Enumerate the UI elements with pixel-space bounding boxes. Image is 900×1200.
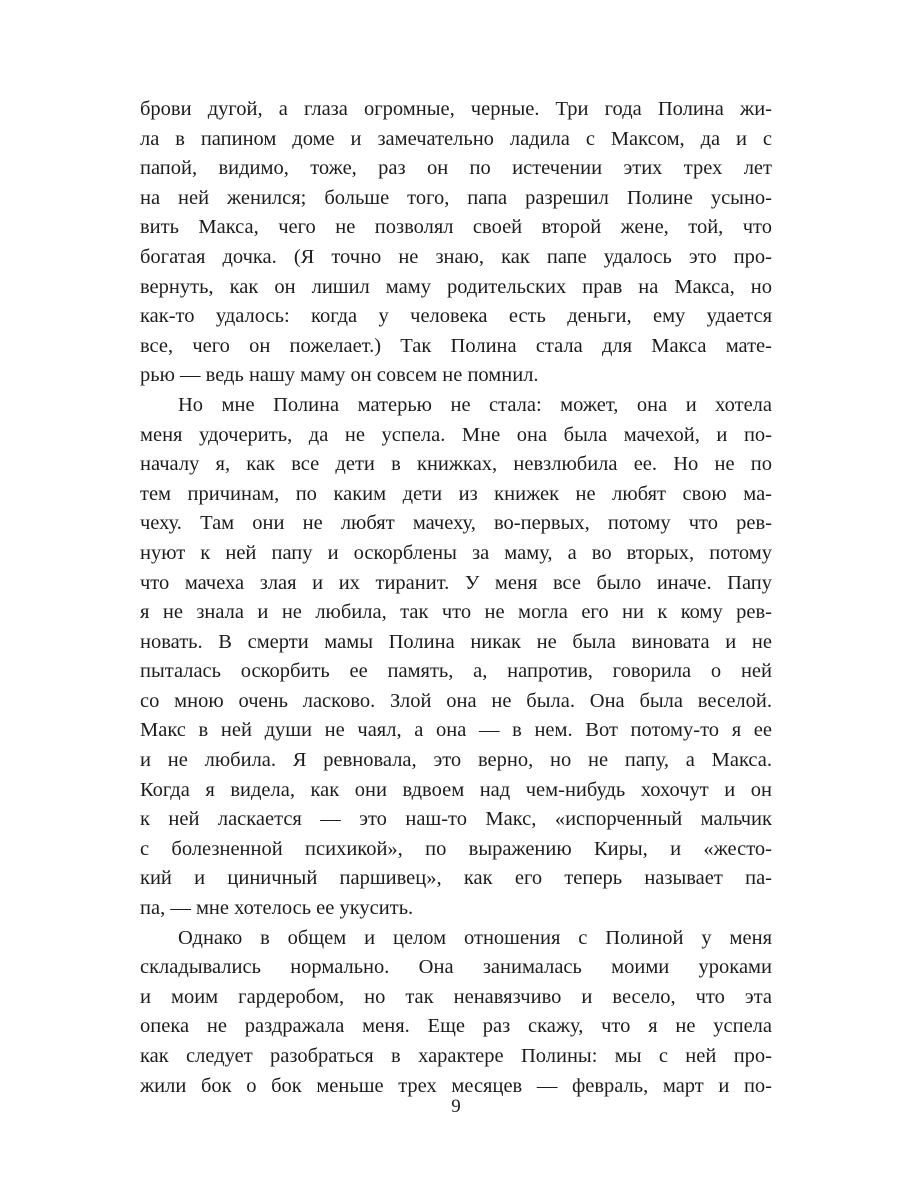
- paragraph: [140, 391, 772, 924]
- text-line: новать. В смерти мамы Полина никак не была виновата и не: [140, 630, 772, 653]
- text-line: опека не раздражала меня. Еще раз скажу, что я не успела: [140, 1015, 772, 1038]
- text-line: вернуть, как он лишил маму родительских прав на Макса, но: [140, 275, 772, 298]
- text-line: меня удочерить, да не успела. Мне она была мачехой, и по-: [140, 423, 772, 446]
- text-line: нуют к ней папу и оскорблены за маму, а во вторых, потому: [140, 541, 772, 564]
- text-line: пыталась оскорбить ее память, а, напротив, говорила о ней: [140, 660, 772, 683]
- text-line: с болезненной психикой», по выражению Киры, и «жесто-: [140, 837, 772, 860]
- text-line: что мачеха злая и их тиранит. У меня все было иначе. Папу: [140, 571, 772, 594]
- text-line: рью — ведь нашу маму он совсем не помнил.: [140, 364, 539, 387]
- text-line: тем причинам, по каким дети из книжек не любят свою ма-: [140, 482, 772, 505]
- text-line: и не любила. Я ревновала, это верно, но не папу, а Макса.: [140, 749, 772, 772]
- text-line: как-то удалось: когда у человека есть деньги, ему удается: [140, 305, 772, 328]
- text-line: складывались нормально. Она занималась моими уроками: [140, 956, 772, 979]
- text-line: к ней ласкается — это наш-то Макс, «испорченный мальчик: [140, 808, 772, 831]
- text-line: чеху. Там они не любят мачеху, во-первых, потому что рев-: [140, 512, 772, 535]
- text-line: жили бок о бок меньше трех месяцев — февраль, март и по-: [140, 1074, 772, 1097]
- text-line: Когда я видела, как они вдвоем над чем-нибудь хохочут и он: [140, 778, 772, 801]
- text-line: со мною очень ласково. Злой она не была. Она была веселой.: [140, 689, 772, 712]
- text-line: папой, видимо, тоже, раз он по истечении этих трех лет: [140, 157, 772, 180]
- text-line: богатая дочка. (Я точно не знаю, как папе удалось это про-: [140, 245, 772, 268]
- text-line: все, чего он пожелает.) Так Полина стала для Макса мате-: [140, 334, 772, 357]
- text-line: Макс в ней души не чаял, а она — в нем. Вот потому-то я ее: [140, 719, 772, 742]
- page-number: 9: [451, 1096, 461, 1117]
- text-line: Но мне Полина матерью не стала: может, она и хотела: [178, 393, 772, 416]
- text-line: па, — мне хотелось ее укусить.: [140, 897, 414, 920]
- text-line: вить Макса, чего не позволял своей второй жене, той, что: [140, 216, 772, 239]
- text-line: брови дугой, а глаза огромные, черные. Три года Полина жи-: [140, 98, 772, 120]
- paragraph: [140, 924, 772, 1102]
- text-line: Однако в общем и целом отношения с Полиной у меня: [178, 926, 772, 949]
- page-text: [140, 95, 772, 1101]
- paragraph: [140, 95, 772, 391]
- text-line: кий и циничный паршивец», как его теперь называет па-: [140, 867, 772, 890]
- text-line: и моим гардеробом, но так ненавязчиво и весело, что эта: [140, 985, 772, 1008]
- text-line: я не знала и не любила, так что не могла его ни к кому рев-: [140, 601, 772, 624]
- text-line: началу я, как все дети в книжках, невзлюбила ее. Но не по: [140, 453, 772, 476]
- text-line: ла в папином доме и замечательно ладила с Максом, да и с: [140, 127, 772, 150]
- text-line: как следует разобраться в характере Полины: мы с ней про-: [140, 1045, 772, 1067]
- text-line: на ней женился; больше того, папа разрешил Полине усыно-: [140, 186, 772, 209]
